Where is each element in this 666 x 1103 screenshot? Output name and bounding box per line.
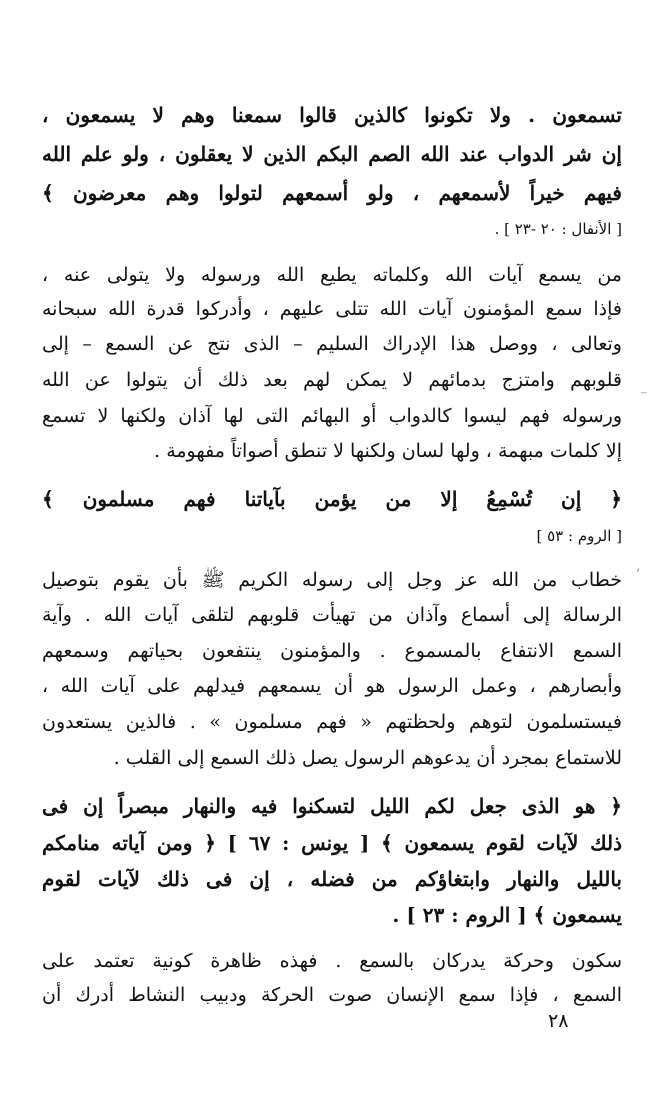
paragraph-line: قلوبهم وامتزج بدمائهم لا يمكن لهم بعد ذلك أن يتولوا عن الله xyxy=(42,369,622,391)
verse-reference: [ الأنفال : ٢٠ -٢٣ ] . xyxy=(494,220,622,238)
paragraph-line: الرسالة إلى أسماع وآذان من تهيأت قلوبهم لتلقى آيات الله . وآية xyxy=(42,604,622,626)
paragraph-line: إلا كلمات مبهمة ، ولها لسان ولكنها لا تنطق أصواتاً مفهومة . xyxy=(154,440,622,462)
verse-line: يسمعون ﴾ [ الروم : ٢٣ ] . xyxy=(392,903,622,927)
paragraph-line: للاستماع بمجرد أن يدعوهم الرسول يصل ذلك السمع إلى القلب . xyxy=(113,747,622,769)
verse-line: إن شر الدواب عند الله الصم البكم الذين لا يعقلون ، ولو علم الله xyxy=(42,142,622,166)
paragraph-line: وأبصارهم ، وعمل الرسول هو أن يسمعهم فيدلهم على آيات الله ، xyxy=(42,675,622,697)
scan-mark: ‚ xyxy=(636,558,641,574)
verse-reference: [ الروم : ٥٣ ] xyxy=(536,527,622,545)
paragraph-line: من يسمع آيات الله وكلماته يطيع الله ورسوله ولا يتولى عنه ، xyxy=(42,264,622,286)
paragraph-line: سكون وحركة يدركان بالسمع . فهذه ظاهرة كونية تعتمد على xyxy=(42,950,622,972)
paragraph-line: فإذا سمع المؤمنون آيات الله تتلى عليهم ، وأدركوا قدرة الله سبحانه xyxy=(42,298,622,320)
paragraph-line: السمع الانتفاع بالمسموع . والمؤمنون ينتفعون بحياتهم وسمعهم xyxy=(42,640,622,662)
paragraph-line: السمع ، فإذا سمع الإنسان صوت الحركة ودبيب النشاط أدرك أن xyxy=(42,984,622,1006)
verse-line: ﴿ إن تُسْمِعُ إلا من يؤمن بآياتنا فهم مسلمون ﴾ xyxy=(42,487,622,511)
verse-line: بالليل والنهار وابتغاؤكم من فضله ، إن فى ذلك لآيات لقوم xyxy=(42,867,622,891)
paragraph-line: فيستسلمون لتوهم ولحظتهم « فهم مسلمون » . فالذين يستعدون xyxy=(42,711,622,733)
verse-line: فيهم خيراً لأسمعهم ، ولو أسمعهم لتولوا وهم معرضون ﴾ xyxy=(42,181,622,205)
verse-line: ذلك لآيات لقوم يسمعون ﴾ [ يونس : ٦٧ ] ﴿ ومن آياته منامكم xyxy=(42,831,622,855)
paragraph-line: ورسوله فهم ليسوا كالدواب أو البهائم التى لها آذان ولكنها لا تسمع xyxy=(42,405,622,427)
page-number: ٢٨ xyxy=(548,1010,569,1032)
paragraph-line: وتعالى ، ووصل هذا الإدراك السليم – الذى نتج عن السمع – إلى xyxy=(42,333,622,355)
scan-mark: ⁻ xyxy=(640,388,648,404)
paragraph-line: خطاب من الله عز وجل إلى رسوله الكريم ﷺ بأن يقوم بتوصيل xyxy=(42,569,622,591)
verse-line: ﴿ هو الذى جعل لكم الليل لتسكنوا فيه والنهار مبصراً إن فى xyxy=(42,794,622,818)
verse-line: تسمعون . ولا تكونوا كالذين قالوا سمعنا وهم لا يسمعون ، xyxy=(42,103,622,127)
